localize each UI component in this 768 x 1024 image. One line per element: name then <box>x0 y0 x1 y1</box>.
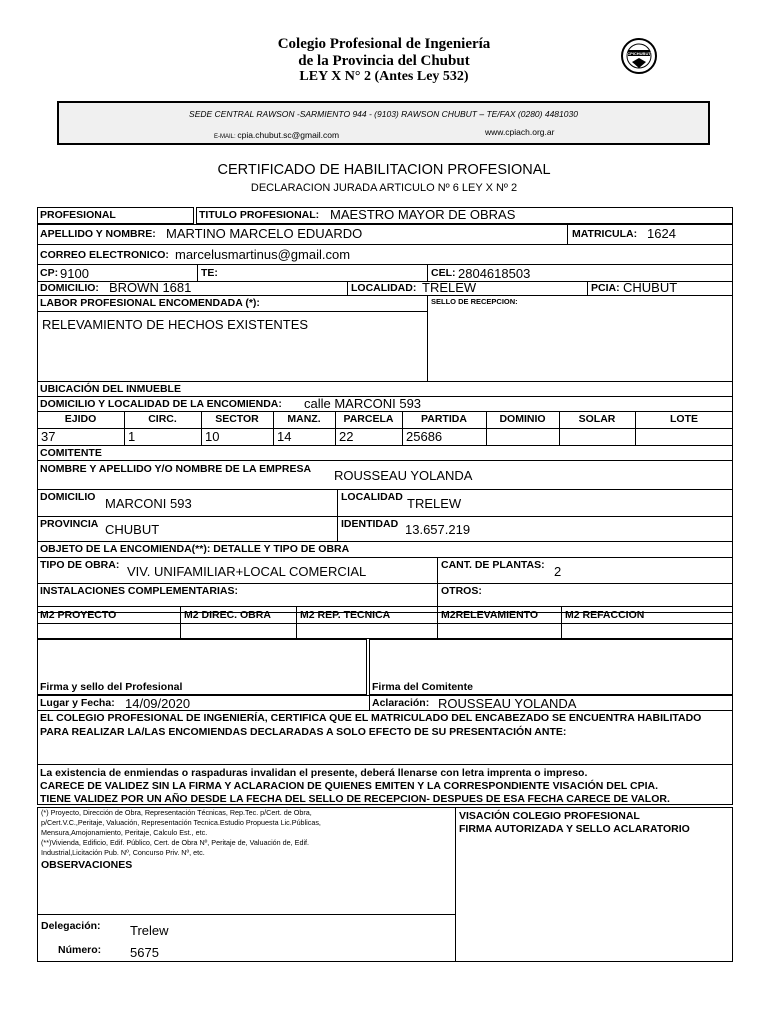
firma-profesional-label: Firma y sello del Profesional <box>40 681 183 693</box>
numero-value: 5675 <box>130 945 159 960</box>
pcia-label: PCIA: <box>591 282 620 294</box>
objeto-label: OBJETO DE LA ENCOMIENDA(**): DETALLE Y TIPO DE OBRA <box>40 543 350 555</box>
comitente-localidad-value: TRELEW <box>407 496 462 511</box>
dominio-header: DOMINIO <box>499 413 546 425</box>
nota-line: (**)Vivienda, Edificio, Edif. Público, Cert. de Obra Nº, Peritaje de, Valuación de, Edif. <box>41 838 310 847</box>
comitente-provincia-label: PROVINCIA <box>40 518 99 530</box>
domicilio-encomienda-value: calle MARCONI 593 <box>304 396 422 411</box>
email-label: E-MAIL: <box>214 134 236 140</box>
matricula-label: MATRICULA: <box>572 228 638 240</box>
rule <box>567 224 568 244</box>
profesional-label: PROFESIONAL <box>40 209 116 221</box>
rule <box>369 695 370 710</box>
inmueble-label: UBICACIÓN DEL INMUEBLE <box>40 383 181 395</box>
domicilio-value: BROWN 1681 <box>109 280 192 295</box>
te-label: TE: <box>201 267 218 279</box>
rule <box>427 295 428 381</box>
email-line <box>214 130 339 140</box>
otros-label: OTROS: <box>441 585 482 597</box>
comitente-nombre-label: NOMBRE Y APELLIDO Y/O NOMBRE DE LA EMPRESA <box>40 463 312 475</box>
titulo-label: TITULO PROFESIONAL: <box>199 209 320 221</box>
rule <box>427 264 428 281</box>
circ-value: 1 <box>128 429 136 444</box>
document-title: CERTIFICADO DE HABILITACION PROFESIONAL <box>217 162 551 178</box>
rule <box>37 764 733 765</box>
instalaciones-label: INSTALACIONES COMPLEMENTARIAS: <box>40 585 238 597</box>
address-line: SEDE CENTRAL RAWSON -SARMIENTO 944 - (9103) RAWSON CHUBUT – TE/FAX (0280) 4481030 <box>189 109 578 119</box>
rule <box>347 281 348 295</box>
tipo-obra-value: VIV. UNIFAMILIAR+LOCAL COMERCIAL <box>127 564 367 579</box>
matricula-value: 1624 <box>647 226 676 241</box>
rule <box>37 295 733 296</box>
rule <box>37 613 38 639</box>
visacion-subtitle: FIRMA AUTORIZADA Y SELLO ACLARATORIO <box>459 823 690 835</box>
apellido-label: APELLIDO Y NOMBRE: <box>40 228 156 240</box>
localidad-value: TRELEW <box>422 280 477 295</box>
titulo-value: MAESTRO MAYOR DE OBRAS <box>330 207 516 222</box>
rule <box>37 914 455 915</box>
nota-line: Mensura,Amojonamiento, Peritaje, Calculo Est., etc. <box>41 828 208 837</box>
rule <box>37 445 733 446</box>
college-name-line1: Colegio Profesional de Ingeniería <box>277 36 491 52</box>
comitente-nombre-value: ROUSSEAU YOLANDA <box>334 468 473 483</box>
nota-line: (*) Proyecto, Dirección de Obra, Representación Técnicas, Rep.Tec. p/Cert. de Obra, <box>41 808 312 817</box>
rule <box>37 311 427 312</box>
aviso-enmiendas: La existencia de enmiendas o raspaduras invalidan el presente, deberá llenarse con letra imprenta o impreso. <box>40 767 588 779</box>
partida-value: 25686 <box>406 429 443 444</box>
localidad-label: LOCALIDAD: <box>351 282 417 294</box>
numero-label: Número: <box>58 944 102 956</box>
domicilio-encomienda-label: DOMICILIO Y LOCALIDAD DE LA ENCOMIENDA: <box>40 398 282 410</box>
partida-header: PARTIDA <box>421 413 467 425</box>
parcela-header: PARCELA <box>343 413 394 425</box>
document-subtitle: DECLARACION JURADA ARTICULO Nº 6 LEY X Nº 2 <box>250 182 518 194</box>
rule <box>37 541 733 542</box>
m2-rep-tecnica-header: M2 REP. TECNICA <box>300 609 391 621</box>
comitente-identidad-label: IDENTIDAD <box>341 518 399 530</box>
domicilio-label: DOMICILIO: <box>40 282 99 294</box>
email-value: cpia.chubut.sc@gmail.com <box>237 130 340 140</box>
pcia-value: CHUBUT <box>623 280 678 295</box>
lote-header: LOTE <box>670 413 698 425</box>
rule <box>197 264 198 281</box>
lugar-fecha-value: 14/09/2020 <box>125 696 191 711</box>
comitente-domicilio-label: DOMICILIO <box>40 491 96 503</box>
aclaracion-value: ROUSSEAU YOLANDA <box>438 696 577 711</box>
labor-value: RELEVAMIENTO DE HECHOS EXISTENTES <box>42 317 309 332</box>
rule <box>732 613 733 639</box>
rule <box>37 557 733 558</box>
correo-label: CORREO ELECTRONICO: <box>40 249 169 261</box>
rule <box>37 583 733 584</box>
rule <box>337 489 338 541</box>
cel-label: CEL: <box>431 267 456 279</box>
rule <box>37 381 733 382</box>
comitente-identidad-value: 13.657.219 <box>405 522 471 537</box>
ejido-header: EJIDO <box>64 413 97 425</box>
m2-direc-obra-header: M2 DIREC. OBRA <box>184 609 271 621</box>
rule <box>37 606 733 607</box>
college-law: LEY X N° 2 (Antes Ley 532) <box>299 69 469 84</box>
manz-header: MANZ. <box>287 413 321 425</box>
cel-value: 2804618503 <box>458 266 531 281</box>
college-seal-logo <box>620 37 658 75</box>
apellido-value: MARTINO MARCELO EDUARDO <box>166 226 363 241</box>
circ-header: CIRC. <box>148 413 177 425</box>
aclaracion-label: Aclaración: <box>372 697 430 709</box>
lugar-fecha-label: Lugar y Fecha: <box>40 697 115 709</box>
rule <box>37 428 733 429</box>
rule <box>455 807 456 962</box>
correo-value: marcelusmartinus@gmail.com <box>175 247 351 262</box>
aviso-validez-firma: CARECE DE VALIDEZ SIN LA FIRMA Y ACLARACION DE QUIENES EMITEN Y LA CORRESPONDIENTE VISACIÓN DEL CPIA. <box>40 780 659 792</box>
rule <box>37 516 733 517</box>
m2-relevamiento-header: M2RELEVAMIENTO <box>441 609 539 621</box>
sector-value: 10 <box>205 429 220 444</box>
logo-text: CPICHUBUT <box>627 50 651 56</box>
visacion-title: VISACIÓN COLEGIO PROFESIONAL <box>459 810 640 822</box>
website: www.cpiach.org.ar <box>485 127 555 137</box>
rule <box>37 244 733 245</box>
ejido-value: 37 <box>41 429 56 444</box>
tipo-obra-label: TIPO DE OBRA: <box>40 559 120 571</box>
comitente-provincia-value: CHUBUT <box>105 522 160 537</box>
delegacion-value: Trelew <box>130 923 169 938</box>
rule <box>587 281 588 295</box>
comitente-label: COMITENTE <box>40 447 102 459</box>
m2-refaccion-header: M2 REFACCION <box>565 609 645 621</box>
rule <box>37 623 733 624</box>
plantas-value: 2 <box>554 564 562 579</box>
rule <box>37 489 733 490</box>
solar-header: SOLAR <box>578 413 616 425</box>
aviso-validez-anio: TIENE VALIDEZ POR UN AÑO DESDE LA FECHA DEL SELLO DE RECEPCION- DESPUES DE ESA FECHA CARECE DE VALOR. <box>40 793 670 805</box>
rule <box>37 460 733 461</box>
sello-recepcion-label: SELLO DE RECEPCION: <box>431 297 518 306</box>
cp-value: 9100 <box>60 266 89 281</box>
firma-comitente-label: Firma del Comitente <box>372 681 473 693</box>
manz-value: 14 <box>277 429 292 444</box>
rule <box>37 264 733 265</box>
rule <box>437 557 438 606</box>
plantas-label: CANT. DE PLANTAS: <box>441 559 545 571</box>
labor-label: LABOR PROFESIONAL ENCOMENDADA (*): <box>40 297 260 309</box>
comitente-localidad-label: LOCALIDAD <box>341 491 403 503</box>
nota-line: p/Cert.V.C.,Peritaje, Valuación, Representación Tecnica.Estudio Propuesta Lic.Públicas, <box>41 818 321 827</box>
certifica-text: EL COLEGIO PROFESIONAL DE INGENIERÍA, CERTIFICA QUE EL MATRICULADO DEL ENCABEZADO SE ENCUENTRA HABILITADO PARA REALIZAR LA/LAS ENCOMIENDAS DECLARADAS A SOLO EFECTO DE SU PRESENTACIÓN ANTE: <box>40 712 702 738</box>
observaciones-label: OBSERVACIONES <box>41 859 133 871</box>
comitente-domicilio-value: MARCONI 593 <box>105 496 192 511</box>
rule <box>37 411 733 412</box>
nota-line: Industrial,Licitación Pub. Nº, Concurso Priv. Nº, etc. <box>41 848 205 857</box>
parcela-value: 22 <box>339 429 354 444</box>
cp-label: CP: <box>40 267 59 279</box>
address-box <box>57 101 710 145</box>
delegacion-label: Delegación: <box>41 920 101 932</box>
sector-header: SECTOR <box>215 413 259 425</box>
college-name-line2: de la Provincia del Chubut <box>298 53 470 69</box>
m2-proyecto-header: M2 PROYECTO <box>40 609 117 621</box>
